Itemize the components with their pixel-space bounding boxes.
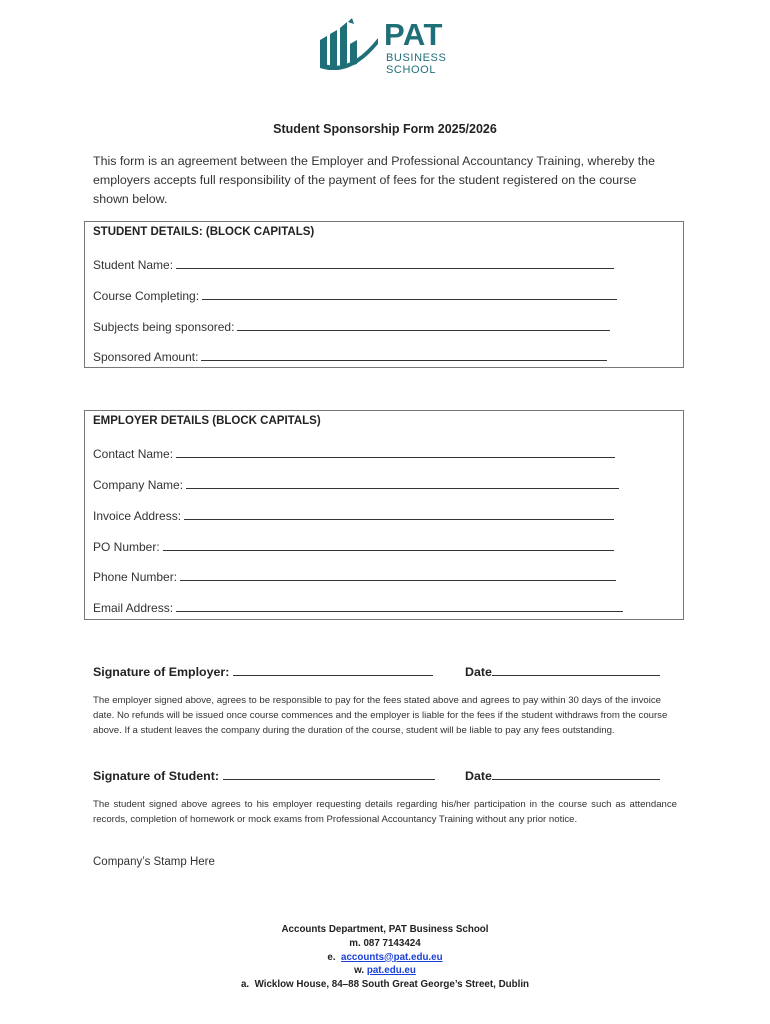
employer-signature-field[interactable] [93,664,433,679]
student-name-field[interactable] [93,257,614,272]
employer-signature-line[interactable] [233,664,433,676]
phone-number-label: Phone Number: [93,570,178,584]
po-number-field[interactable] [93,539,614,554]
employer-details-section [84,410,684,620]
student-signature-field[interactable] [93,768,435,783]
employer-agreement-text: The employer signed above, agrees to be responsible to pay for the fees stated above and agrees to pay within 30 days of the invoice date. No refunds will be issued once course commences and the employer is liable for the fees if the student withdraws from the course above. If a student leaves the company during the duration of the course, student will be liable to pay any fees outstanding. [93,695,668,736]
footer-email-row [0,951,770,965]
footer-email-link[interactable]: accounts@pat.edu.eu [341,951,443,963]
logo-subtitle-line2: SCHOOL [386,64,437,76]
subjects-sponsored-label: Subjects being sponsored: [93,320,235,334]
contact-name-field[interactable] [93,446,615,461]
sponsored-amount-line[interactable] [201,349,607,361]
employer-signature-label: Signature of Employer: [93,665,230,679]
company-name-field[interactable] [93,477,619,492]
email-address-line[interactable] [176,600,623,612]
logo-subtitle-line1: BUSINESS [386,52,447,64]
footer-mobile-row [0,937,770,951]
email-address-label: Email Address: [93,601,174,615]
course-completing-line[interactable] [202,288,617,300]
logo-subtitle [386,52,446,76]
student-name-label: Student Name: [93,258,174,272]
employer-details-heading: EMPLOYER DETAILS (BLOCK CAPITALS) [93,415,321,427]
footer-address-prefix: a. [240,979,250,991]
email-address-field[interactable] [93,600,623,615]
contact-name-label: Contact Name: [93,447,174,461]
student-date-label: Date [465,769,492,783]
student-signature-line[interactable] [223,768,435,780]
employer-date-label: Date [465,665,492,679]
course-completing-field[interactable] [93,288,617,303]
invoice-address-label: Invoice Address: [93,509,182,523]
student-name-line[interactable] [176,257,614,269]
footer-mobile-prefix: m. [349,937,361,949]
company-stamp-label: Company’s Stamp Here [93,856,215,868]
student-signature-label: Signature of Student: [93,769,219,783]
invoice-address-line[interactable] [184,508,614,520]
student-details-section [84,221,684,368]
footer-web-link[interactable]: pat.edu.eu [366,965,416,977]
footer-email-prefix: e. [327,951,336,963]
phone-number-field[interactable] [93,569,616,584]
bar-chart-logo-icon [318,18,380,70]
intro-paragraph: This form is an agreement between the Employer and Professional Accountancy Training, whereby the employers accepts full responsibility of the payment of fees for the student registered on the course shown below. [93,154,656,206]
phone-number-line[interactable] [180,569,616,581]
employer-date-field[interactable] [465,664,660,679]
sponsored-amount-label: Sponsored Amount: [93,350,199,364]
invoice-address-field[interactable] [93,508,614,523]
logo-name: PAT [384,17,443,52]
footer-web-row [0,964,770,978]
course-completing-label: Course Completing: [93,289,200,303]
footer-contact [0,923,770,992]
student-details-heading: STUDENT DETAILS: (BLOCK CAPITALS) [93,226,315,238]
form-title: Student Sponsorship Form 2025/2026 [273,122,497,136]
footer-address: Wicklow House, 84–88 South Great George’s Street, Dublin [254,979,530,991]
footer-department: Accounts Department, PAT Business School [281,924,489,935]
po-number-label: PO Number: [93,540,160,554]
company-name-line[interactable] [186,477,619,489]
company-name-label: Company Name: [93,478,184,492]
student-date-line[interactable] [492,768,660,780]
sponsored-amount-field[interactable] [93,349,607,364]
contact-name-line[interactable] [176,446,615,458]
footer-address-row [0,978,770,992]
footer-web-prefix: w. [354,965,365,977]
employer-date-line[interactable] [492,664,660,676]
student-date-field[interactable] [465,768,660,783]
subjects-sponsored-line[interactable] [237,319,610,331]
subjects-sponsored-field[interactable] [93,319,610,334]
student-agreement-text: The student signed above agrees to his employer requesting details regarding his/her participation in the course such as attendance records, completion of homework or mock exams from Professional Accountancy Training without any prior notice. [93,799,677,825]
pat-logo [318,18,458,76]
footer-mobile: 087 7143424 [363,937,421,949]
po-number-line[interactable] [163,539,614,551]
